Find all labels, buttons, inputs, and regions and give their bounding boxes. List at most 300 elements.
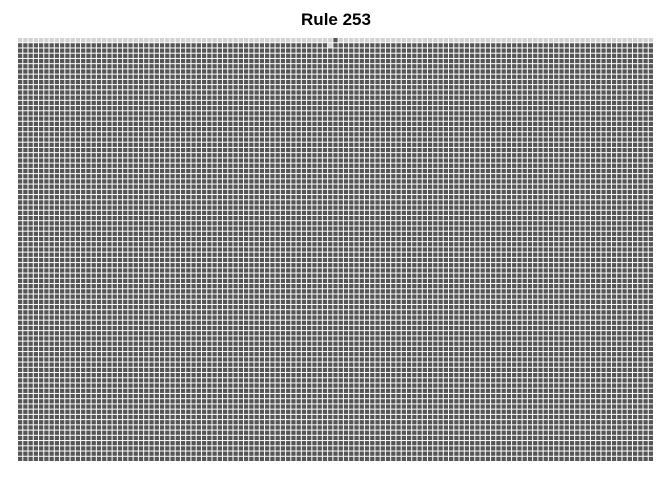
cell-alive [50,132,54,136]
cell-alive [118,185,122,189]
cell-alive [502,195,506,199]
cell-alive [575,69,579,73]
cell-alive [433,247,437,251]
cell-alive [412,158,416,162]
cell-alive [160,190,164,194]
cell-alive [428,169,432,173]
cell-alive [523,101,527,105]
cell-alive [533,190,537,194]
cell-alive [270,185,274,189]
cell-alive [328,200,332,204]
cell-alive [81,206,85,210]
cell-alive [92,195,96,199]
cell-alive [360,195,364,199]
cell-alive [460,75,464,79]
cell-alive [44,127,48,131]
cell-alive [44,242,48,246]
cell-alive [144,247,148,251]
cell-alive [538,111,542,115]
cell-alive [265,195,269,199]
cell-alive [360,85,364,89]
cell-alive [460,158,464,162]
cell-alive [591,174,595,178]
cell-alive [18,221,22,225]
cell-alive [291,185,295,189]
cell-alive [402,226,406,230]
cell-alive [481,85,485,89]
cell-alive [102,232,106,236]
cell-alive [234,127,238,131]
cell-alive [270,90,274,94]
cell-alive [344,206,348,210]
cell-alive [207,122,211,126]
cell-alive [149,247,153,251]
cell-alive [596,48,600,52]
cell-alive [302,43,306,47]
cell-alive [649,200,653,204]
cell-alive [202,242,206,246]
cell-alive [565,206,569,210]
cell-alive [139,158,143,162]
cell-alive [113,174,117,178]
cell-alive [607,206,611,210]
automaton-grid-svg [18,38,654,462]
cell-alive [318,132,322,136]
cell-alive [144,101,148,105]
cell-alive [202,137,206,141]
cell-alive [65,169,69,173]
cell-alive [565,226,569,230]
cell-alive [160,232,164,236]
cell-alive [381,90,385,94]
cell-alive [565,211,569,215]
cell-alive [402,232,406,236]
cell-alive [102,179,106,183]
cell-alive [481,221,485,225]
cell-alive [50,43,54,47]
cell-alive [538,80,542,84]
cell-alive [223,106,227,110]
cell-alive [107,106,111,110]
cell-alive [512,127,516,131]
cell-alive [601,200,605,204]
cell-alive [191,174,195,178]
cell-alive [186,101,190,105]
cell-alive [528,158,532,162]
cell-alive [580,111,584,115]
cell-alive [438,43,442,47]
cell-alive [417,226,421,230]
cell-alive [86,206,90,210]
cell-alive [276,122,280,126]
cell-alive [333,38,337,42]
cell-dead [643,38,647,42]
cell-alive [643,64,647,68]
cell-alive [207,242,211,246]
cell-alive [407,232,411,236]
cell-alive [297,117,301,121]
cell-alive [391,117,395,121]
cell-alive [255,117,259,121]
cell-alive [533,48,537,52]
cell-alive [381,190,385,194]
cell-alive [428,85,432,89]
cell-alive [123,122,127,126]
cell-alive [118,127,122,131]
cell-alive [281,164,285,168]
cell-alive [549,164,553,168]
cell-alive [92,232,96,236]
cell-alive [107,195,111,199]
cell-alive [633,117,637,121]
cell-alive [260,247,264,251]
cell-alive [244,122,248,126]
cell-alive [202,90,206,94]
cell-alive [580,54,584,58]
cell-alive [544,75,548,79]
cell-alive [607,106,611,110]
cell-alive [407,206,411,210]
cell-alive [460,206,464,210]
cell-alive [470,122,474,126]
cell-alive [123,216,127,220]
cell-alive [512,242,516,246]
cell-alive [139,122,143,126]
cell-alive [559,200,563,204]
cell-alive [318,221,322,225]
cell-alive [197,54,201,58]
cell-alive [123,164,127,168]
generation-row [18,137,653,141]
cell-alive [113,226,117,230]
cell-alive [281,69,285,73]
cell-alive [181,221,185,225]
cell-alive [270,69,274,73]
cell-alive [523,54,527,58]
cell-alive [612,59,616,63]
cell-alive [134,111,138,115]
cell-alive [281,195,285,199]
cell-dead [223,38,227,42]
cell-alive [375,237,379,241]
cell-alive [502,148,506,152]
cell-alive [92,111,96,115]
cell-alive [638,185,642,189]
cell-alive [323,195,327,199]
cell-alive [18,111,22,115]
cell-alive [260,85,264,89]
cell-alive [544,158,548,162]
cell-alive [23,117,27,121]
cell-alive [575,137,579,141]
cell-alive [328,211,332,215]
cell-alive [139,137,143,141]
cell-alive [86,221,90,225]
cell-alive [375,148,379,152]
cell-alive [39,117,43,121]
cell-dead [65,38,69,42]
cell-alive [270,242,274,246]
cell-alive [570,190,574,194]
cell-alive [349,226,353,230]
cell-alive [197,164,201,168]
cell-alive [265,190,269,194]
cell-dead [454,38,458,42]
cell-alive [575,90,579,94]
cell-alive [270,237,274,241]
cell-alive [465,111,469,115]
cell-alive [71,216,75,220]
cell-alive [596,148,600,152]
cell-alive [360,226,364,230]
cell-alive [622,164,626,168]
cell-alive [149,221,153,225]
cell-alive [244,90,248,94]
cell-alive [370,153,374,157]
cell-alive [596,216,600,220]
cell-alive [107,101,111,105]
cell-alive [638,90,642,94]
cell-alive [575,96,579,100]
cell-alive [507,195,511,199]
cell-alive [176,169,180,173]
cell-alive [633,96,637,100]
cell-alive [360,54,364,58]
cell-alive [55,148,59,152]
cell-alive [360,59,364,63]
cell-alive [638,206,642,210]
cell-alive [107,148,111,152]
cell-alive [465,54,469,58]
cell-alive [391,206,395,210]
cell-alive [402,48,406,52]
cell-alive [391,143,395,147]
cell-alive [554,221,558,225]
cell-alive [481,237,485,241]
cell-alive [360,206,364,210]
cell-alive [328,64,332,68]
cell-alive [107,122,111,126]
cell-alive [628,111,632,115]
cell-alive [128,216,132,220]
cell-alive [113,106,117,110]
cell-alive [97,122,101,126]
cell-alive [601,43,605,47]
cell-alive [218,185,222,189]
cell-alive [444,80,448,84]
cell-alive [549,185,553,189]
cell-alive [128,96,132,100]
cell-dead [212,38,216,42]
cell-alive [223,232,227,236]
cell-dead [402,38,406,42]
cell-alive [502,96,506,100]
cell-alive [381,48,385,52]
cell-alive [218,127,222,131]
cell-alive [312,226,316,230]
cell-alive [375,185,379,189]
cell-alive [565,195,569,199]
cell-alive [18,106,22,110]
cell-alive [23,85,27,89]
cell-alive [438,179,442,183]
cell-alive [92,200,96,204]
cell-alive [433,69,437,73]
cell-alive [559,59,563,63]
cell-alive [507,122,511,126]
cell-alive [160,137,164,141]
cell-alive [128,64,132,68]
cell-dead [60,38,64,42]
cell-alive [302,247,306,251]
cell-alive [591,169,595,173]
cell-alive [207,190,211,194]
cell-alive [339,43,343,47]
cell-alive [354,185,358,189]
cell-alive [134,96,138,100]
cell-dead [507,38,511,42]
cell-alive [454,75,458,79]
cell-alive [249,179,253,183]
cell-alive [202,59,206,63]
cell-alive [239,90,243,94]
cell-alive [39,143,43,147]
cell-alive [470,216,474,220]
cell-alive [123,106,127,110]
cell-alive [544,69,548,73]
cell-alive [234,48,238,52]
cell-alive [402,158,406,162]
cell-alive [496,226,500,230]
cell-alive [423,226,427,230]
cell-alive [302,101,306,105]
cell-alive [212,106,216,110]
cell-alive [107,221,111,225]
cell-alive [638,174,642,178]
cell-alive [29,232,33,236]
cell-alive [628,90,632,94]
cell-alive [118,169,122,173]
cell-alive [312,64,316,68]
cell-alive [544,127,548,131]
cell-alive [86,59,90,63]
cell-alive [460,106,464,110]
cell-alive [381,143,385,147]
cell-alive [412,190,416,194]
cell-dead [328,43,332,47]
cell-alive [638,111,642,115]
cell-alive [365,64,369,68]
cell-alive [407,117,411,121]
cell-alive [444,111,448,115]
cell-alive [97,185,101,189]
cell-alive [544,179,548,183]
cell-alive [570,174,574,178]
cell-alive [339,242,343,246]
cell-alive [507,90,511,94]
cell-alive [591,148,595,152]
cell-alive [255,211,259,215]
cell-alive [312,111,316,115]
cell-alive [607,237,611,241]
cell-alive [291,122,295,126]
cell-alive [481,75,485,79]
cell-alive [328,206,332,210]
cell-alive [481,127,485,131]
cell-alive [134,190,138,194]
cell-alive [444,185,448,189]
cell-alive [312,75,316,79]
cell-alive [628,221,632,225]
cell-alive [176,185,180,189]
cell-alive [81,137,85,141]
cell-alive [234,237,238,241]
cell-alive [123,247,127,251]
cell-alive [160,216,164,220]
cell-alive [538,122,542,126]
cell-alive [360,75,364,79]
cell-alive [165,174,169,178]
cell-alive [23,216,27,220]
cell-alive [197,90,201,94]
cell-alive [18,85,22,89]
cell-alive [149,127,153,131]
cell-alive [281,43,285,47]
cell-alive [286,64,290,68]
cell-alive [502,158,506,162]
cell-alive [360,132,364,136]
cell-alive [281,221,285,225]
cell-alive [475,96,479,100]
cell-alive [307,96,311,100]
cell-alive [575,237,579,241]
cell-alive [307,206,311,210]
cell-alive [39,216,43,220]
cell-alive [433,64,437,68]
cell-alive [423,54,427,58]
cell-alive [528,185,532,189]
cell-alive [538,226,542,230]
cell-alive [444,179,448,183]
cell-alive [76,232,80,236]
cell-alive [102,117,106,121]
cell-alive [234,111,238,115]
cell-alive [365,122,369,126]
cell-alive [139,80,143,84]
cell-alive [234,75,238,79]
cell-alive [228,69,232,73]
cell-alive [465,96,469,100]
cell-alive [113,211,117,215]
cell-alive [281,59,285,63]
cell-alive [502,48,506,52]
cell-alive [181,59,185,63]
cell-alive [575,221,579,225]
cell-alive [65,190,69,194]
cell-alive [34,200,38,204]
cell-alive [65,158,69,162]
cell-alive [502,106,506,110]
cell-alive [354,153,358,157]
cell-alive [570,242,574,246]
cell-alive [596,185,600,189]
cell-alive [92,206,96,210]
cell-alive [270,75,274,79]
cell-alive [591,242,595,246]
cell-alive [481,247,485,251]
cell-alive [92,137,96,141]
cell-alive [123,242,127,246]
